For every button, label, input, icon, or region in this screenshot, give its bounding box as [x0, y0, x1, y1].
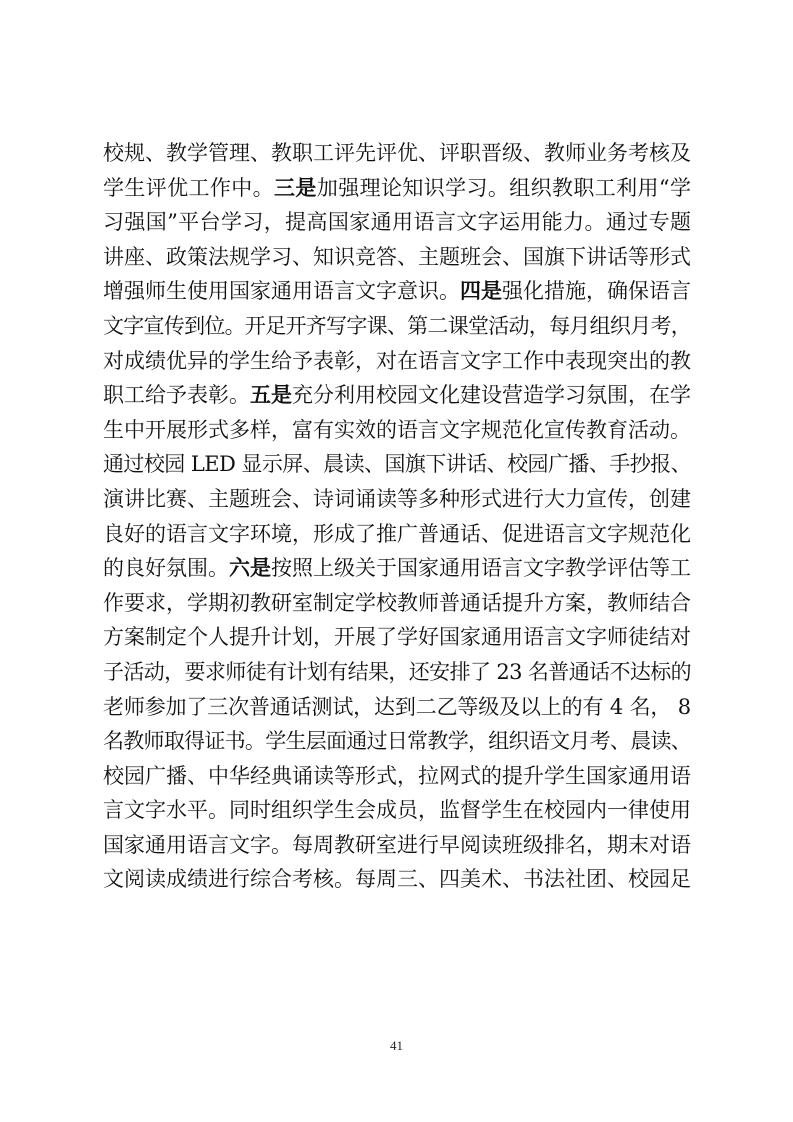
text-segment: 良好的语言文字环境，形成了推广普通话、促进语言文字规范化 — [103, 521, 691, 546]
text-segment: 加强理论知识学习。组织教职工利用“学 — [316, 175, 691, 200]
emphasis-marker: 三是 — [274, 174, 317, 200]
text-segment: 的良好氛围。 — [103, 556, 229, 581]
text-line — [103, 240, 691, 275]
text-line — [103, 586, 691, 621]
text-line — [103, 447, 691, 482]
text-line — [103, 205, 691, 240]
text-segment: 国家通用语言文字。每周教研室进行早阅读班级排名，期末对语 — [103, 832, 691, 857]
text-line — [103, 655, 691, 690]
text-line — [103, 828, 691, 863]
text-segment: 习强国”平台学习，提高国家通用语言文字运用能力。通过专题 — [103, 210, 691, 235]
text-segment: 演讲比赛、主题班会、诗词诵读等多种形式进行大力宣传，创建 — [103, 486, 691, 511]
emphasis-marker: 六是 — [229, 555, 271, 581]
emphasis-marker: 四是 — [460, 278, 502, 304]
emphasis-marker: 五是 — [250, 382, 292, 408]
text-segment: 学生评优工作中。 — [103, 175, 275, 200]
text-line — [103, 551, 691, 586]
text-segment: 方案制定个人提升计划，开展了学好国家通用语言文字师徒结对 — [103, 625, 691, 650]
text-segment: 名教师取得证书。学生层面通过日常教学，组织语文月考、晨读、 — [103, 729, 691, 754]
text-segment: 讲座、政策法规学习、知识竞答、主题班会、国旗下讲话等形式 — [103, 244, 691, 269]
text-segment: 校规、教学管理、教职工评先评优、评职晋级、教师业务考核及 — [103, 141, 691, 165]
text-segment: 强化措施，确保语言 — [502, 279, 691, 304]
text-segment: 生中开展形式多样，富有实效的语言文字规范化宣传教育活动。 — [103, 417, 691, 442]
text-line — [103, 344, 691, 379]
text-segment: 充分利用校园文化建设营造学习氛围，在学 — [292, 383, 691, 408]
text-segment: 增强师生使用国家通用语言文字意识。 — [103, 279, 460, 304]
text-segment: 子活动，要求师徒有计划有结果，还安排了 23 名普通话不达标的 — [103, 659, 691, 684]
page-number: 41 — [390, 1038, 403, 1053]
text-line — [103, 274, 691, 309]
text-line — [103, 378, 691, 413]
text-segment: 文阅读成绩进行综合考核。每周三、四美术、书法社团、校园足 — [103, 867, 691, 892]
text-line — [103, 793, 691, 828]
text-segment: 对成绩优异的学生给予表彰，对在语言文字工作中表现突出的教 — [103, 348, 691, 373]
text-segment: 按照上级关于国家通用语言文字教学评估等工 — [271, 556, 691, 581]
text-line — [103, 690, 691, 725]
text-line — [103, 171, 691, 206]
text-line — [103, 517, 691, 552]
body-text — [103, 136, 691, 897]
text-segment: 通过校园 LED 显示屏、晨读、国旗下讲话、校园广播、手抄报、 — [103, 452, 691, 477]
text-line — [103, 136, 691, 171]
text-line — [103, 862, 691, 897]
text-segment: 言文字水平。同时组织学生会成员，监督学生在校园内一律使用 — [103, 798, 691, 823]
text-line — [103, 482, 691, 517]
text-segment: 职工给予表彰。 — [103, 383, 250, 408]
text-line — [103, 309, 691, 344]
text-line — [103, 413, 691, 448]
text-segment: 老师参加了三次普通话测试，达到二乙等级及以上的有 4 名， 8 — [103, 694, 691, 719]
text-line — [103, 759, 691, 794]
text-segment: 校园广播、中华经典诵读等形式，拉网式的提升学生国家通用语 — [103, 763, 691, 788]
text-line — [103, 620, 691, 655]
text-segment: 作要求，学期初教研室制定学校教师普通话提升方案，教师结合 — [103, 590, 691, 615]
text-segment: 文字宣传到位。开足开齐写字课、第二课堂活动，每月组织月考， — [103, 313, 691, 338]
text-line — [103, 724, 691, 759]
